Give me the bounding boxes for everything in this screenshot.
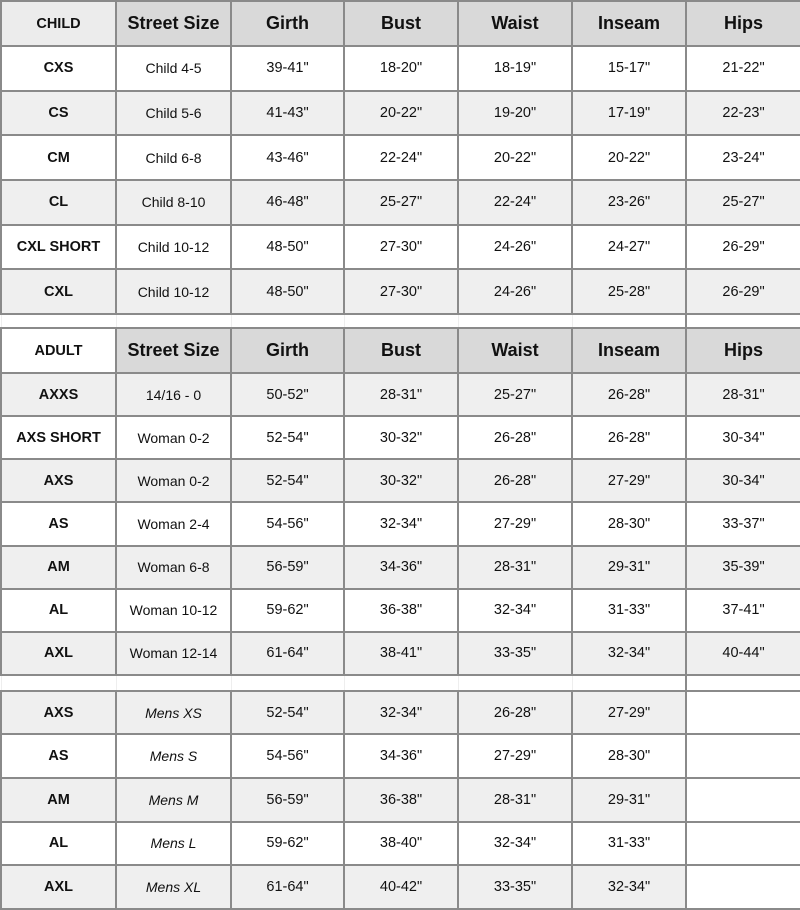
inseam-cell: 27-29" bbox=[572, 459, 686, 502]
size-cell: CXS bbox=[1, 46, 116, 91]
waist-cell: 24-26" bbox=[458, 225, 572, 270]
girth-cell: 52-54" bbox=[231, 459, 344, 502]
size-cell: CM bbox=[1, 135, 116, 180]
inseam-cell: 20-22" bbox=[572, 135, 686, 180]
girth-cell: 41-43" bbox=[231, 91, 344, 136]
girth-cell: 48-50" bbox=[231, 269, 344, 314]
girth-cell: 43-46" bbox=[231, 135, 344, 180]
street-size-cell: Mens XS bbox=[116, 691, 231, 735]
inseam-cell: 29-31" bbox=[572, 778, 686, 822]
inseam-cell: 29-31" bbox=[572, 546, 686, 589]
spacer-cell bbox=[116, 675, 231, 691]
waist-cell: 27-29" bbox=[458, 502, 572, 545]
spacer-cell bbox=[458, 314, 572, 328]
header-size: ADULT bbox=[1, 328, 116, 373]
child-table-row bbox=[1, 46, 800, 91]
girth-cell: 39-41" bbox=[231, 46, 344, 91]
spacer-cell bbox=[572, 314, 686, 328]
bust-cell: 36-38" bbox=[344, 589, 458, 632]
spacer-cell bbox=[344, 675, 458, 691]
bust-cell: 22-24" bbox=[344, 135, 458, 180]
inseam-cell: 15-17" bbox=[572, 46, 686, 91]
hips-cell: 21-22" bbox=[686, 46, 800, 91]
inseam-cell: 28-30" bbox=[572, 734, 686, 778]
spacer-cell bbox=[231, 314, 344, 328]
street-size-cell: Woman 6-8 bbox=[116, 546, 231, 589]
size-cell: AXS SHORT bbox=[1, 416, 116, 459]
header-girth: Girth bbox=[231, 1, 344, 46]
street-size-cell: Child 5-6 bbox=[116, 91, 231, 136]
spacer-cell bbox=[344, 314, 458, 328]
hips-cell-empty bbox=[686, 822, 800, 866]
hips-cell: 23-24" bbox=[686, 135, 800, 180]
girth-cell: 54-56" bbox=[231, 502, 344, 545]
header-waist: Waist bbox=[458, 1, 572, 46]
hips-cell: 35-39" bbox=[686, 546, 800, 589]
size-cell: CL bbox=[1, 180, 116, 225]
waist-cell: 33-35" bbox=[458, 632, 572, 675]
spacer-cell bbox=[686, 314, 800, 328]
girth-cell: 61-64" bbox=[231, 632, 344, 675]
hips-cell-empty bbox=[686, 865, 800, 909]
size-cell: CXL bbox=[1, 269, 116, 314]
section-spacer-row bbox=[1, 675, 800, 691]
waist-cell: 28-31" bbox=[458, 546, 572, 589]
spacer-cell bbox=[231, 675, 344, 691]
hips-cell: 30-34" bbox=[686, 416, 800, 459]
inseam-cell: 17-19" bbox=[572, 91, 686, 136]
waist-cell: 18-19" bbox=[458, 46, 572, 91]
mens-table-row bbox=[1, 734, 800, 778]
size-cell: AM bbox=[1, 546, 116, 589]
mens-table-row bbox=[1, 778, 800, 822]
size-cell: AXXS bbox=[1, 373, 116, 416]
adult-table-row bbox=[1, 589, 800, 632]
header-inseam: Inseam bbox=[572, 1, 686, 46]
street-size-cell: Mens XL bbox=[116, 865, 231, 909]
bust-cell: 27-30" bbox=[344, 225, 458, 270]
street-size-cell: Child 10-12 bbox=[116, 269, 231, 314]
child-table-row bbox=[1, 135, 800, 180]
waist-cell: 32-34" bbox=[458, 822, 572, 866]
hips-cell: 30-34" bbox=[686, 459, 800, 502]
bust-cell: 36-38" bbox=[344, 778, 458, 822]
waist-cell: 26-28" bbox=[458, 691, 572, 735]
bust-cell: 32-34" bbox=[344, 691, 458, 735]
hips-cell: 37-41" bbox=[686, 589, 800, 632]
street-size-cell: Mens M bbox=[116, 778, 231, 822]
bust-cell: 18-20" bbox=[344, 46, 458, 91]
adult-table-row bbox=[1, 416, 800, 459]
adult-table-row bbox=[1, 546, 800, 589]
mens-table-row bbox=[1, 822, 800, 866]
street-size-cell: Woman 0-2 bbox=[116, 459, 231, 502]
street-size-cell: Child 8-10 bbox=[116, 180, 231, 225]
street-size-cell: Child 10-12 bbox=[116, 225, 231, 270]
waist-cell: 24-26" bbox=[458, 269, 572, 314]
size-cell: CXL SHORT bbox=[1, 225, 116, 270]
street-size-cell: Child 6-8 bbox=[116, 135, 231, 180]
size-cell: AXS bbox=[1, 691, 116, 735]
girth-cell: 56-59" bbox=[231, 546, 344, 589]
inseam-cell: 31-33" bbox=[572, 822, 686, 866]
inseam-cell: 32-34" bbox=[572, 632, 686, 675]
waist-cell: 20-22" bbox=[458, 135, 572, 180]
size-cell: AS bbox=[1, 734, 116, 778]
bust-cell: 28-31" bbox=[344, 373, 458, 416]
header-hips: Hips bbox=[686, 1, 800, 46]
bust-cell: 27-30" bbox=[344, 269, 458, 314]
hips-cell: 26-29" bbox=[686, 269, 800, 314]
bust-cell: 40-42" bbox=[344, 865, 458, 909]
bust-cell: 30-32" bbox=[344, 459, 458, 502]
header-inseam: Inseam bbox=[572, 328, 686, 373]
header-street-size: Street Size bbox=[116, 328, 231, 373]
girth-cell: 52-54" bbox=[231, 416, 344, 459]
girth-cell: 61-64" bbox=[231, 865, 344, 909]
hips-cell: 22-23" bbox=[686, 91, 800, 136]
street-size-cell: 14/16 - 0 bbox=[116, 373, 231, 416]
size-cell: AM bbox=[1, 778, 116, 822]
size-cell: AL bbox=[1, 589, 116, 632]
spacer-cell bbox=[572, 675, 686, 691]
waist-cell: 22-24" bbox=[458, 180, 572, 225]
mens-table-row bbox=[1, 691, 800, 735]
inseam-cell: 25-28" bbox=[572, 269, 686, 314]
inseam-cell: 24-27" bbox=[572, 225, 686, 270]
header-bust: Bust bbox=[344, 328, 458, 373]
hips-cell: 33-37" bbox=[686, 502, 800, 545]
girth-cell: 52-54" bbox=[231, 691, 344, 735]
girth-cell: 50-52" bbox=[231, 373, 344, 416]
inseam-cell: 28-30" bbox=[572, 502, 686, 545]
bust-cell: 32-34" bbox=[344, 502, 458, 545]
inseam-cell: 31-33" bbox=[572, 589, 686, 632]
header-size: CHILD bbox=[1, 1, 116, 46]
bust-cell: 38-41" bbox=[344, 632, 458, 675]
girth-cell: 59-62" bbox=[231, 822, 344, 866]
spacer-cell bbox=[116, 314, 231, 328]
street-size-cell: Woman 10-12 bbox=[116, 589, 231, 632]
header-waist: Waist bbox=[458, 328, 572, 373]
street-size-cell: Woman 0-2 bbox=[116, 416, 231, 459]
hips-cell: 40-44" bbox=[686, 632, 800, 675]
inseam-cell: 26-28" bbox=[572, 373, 686, 416]
hips-cell: 26-29" bbox=[686, 225, 800, 270]
street-size-cell: Mens S bbox=[116, 734, 231, 778]
bust-cell: 30-32" bbox=[344, 416, 458, 459]
spacer-cell bbox=[458, 675, 572, 691]
bust-cell: 25-27" bbox=[344, 180, 458, 225]
inseam-cell: 27-29" bbox=[572, 691, 686, 735]
bust-cell: 34-36" bbox=[344, 546, 458, 589]
size-cell: AXS bbox=[1, 459, 116, 502]
child-header-row bbox=[1, 1, 800, 46]
bust-cell: 34-36" bbox=[344, 734, 458, 778]
girth-cell: 46-48" bbox=[231, 180, 344, 225]
spacer-cell bbox=[686, 675, 800, 691]
waist-cell: 28-31" bbox=[458, 778, 572, 822]
waist-cell: 26-28" bbox=[458, 459, 572, 502]
inseam-cell: 32-34" bbox=[572, 865, 686, 909]
mens-table-row bbox=[1, 865, 800, 909]
adult-header-row bbox=[1, 328, 800, 373]
street-size-cell: Woman 2-4 bbox=[116, 502, 231, 545]
child-table-row bbox=[1, 269, 800, 314]
girth-cell: 48-50" bbox=[231, 225, 344, 270]
spacer-cell bbox=[1, 675, 116, 691]
hips-cell: 25-27" bbox=[686, 180, 800, 225]
size-cell: CS bbox=[1, 91, 116, 136]
adult-table-row bbox=[1, 632, 800, 675]
adult-table-row bbox=[1, 459, 800, 502]
size-cell: AXL bbox=[1, 865, 116, 909]
hips-cell-empty bbox=[686, 778, 800, 822]
girth-cell: 54-56" bbox=[231, 734, 344, 778]
header-girth: Girth bbox=[231, 328, 344, 373]
section-spacer-row bbox=[1, 314, 800, 328]
size-cell: AXL bbox=[1, 632, 116, 675]
child-table-row bbox=[1, 91, 800, 136]
bust-cell: 38-40" bbox=[344, 822, 458, 866]
adult-table-row bbox=[1, 502, 800, 545]
header-hips: Hips bbox=[686, 328, 800, 373]
street-size-cell: Woman 12-14 bbox=[116, 632, 231, 675]
inseam-cell: 26-28" bbox=[572, 416, 686, 459]
street-size-cell: Child 4-5 bbox=[116, 46, 231, 91]
child-table-row bbox=[1, 225, 800, 270]
inseam-cell: 23-26" bbox=[572, 180, 686, 225]
waist-cell: 26-28" bbox=[458, 416, 572, 459]
girth-cell: 56-59" bbox=[231, 778, 344, 822]
adult-table-row bbox=[1, 373, 800, 416]
header-street-size: Street Size bbox=[116, 1, 231, 46]
hips-cell-empty bbox=[686, 691, 800, 735]
bust-cell: 20-22" bbox=[344, 91, 458, 136]
waist-cell: 33-35" bbox=[458, 865, 572, 909]
size-cell: AS bbox=[1, 502, 116, 545]
child-table-row bbox=[1, 180, 800, 225]
spacer-cell bbox=[1, 314, 116, 328]
girth-cell: 59-62" bbox=[231, 589, 344, 632]
hips-cell: 28-31" bbox=[686, 373, 800, 416]
street-size-cell: Mens L bbox=[116, 822, 231, 866]
size-cell: AL bbox=[1, 822, 116, 866]
waist-cell: 19-20" bbox=[458, 91, 572, 136]
header-bust: Bust bbox=[344, 1, 458, 46]
waist-cell: 25-27" bbox=[458, 373, 572, 416]
waist-cell: 27-29" bbox=[458, 734, 572, 778]
waist-cell: 32-34" bbox=[458, 589, 572, 632]
hips-cell-empty bbox=[686, 734, 800, 778]
